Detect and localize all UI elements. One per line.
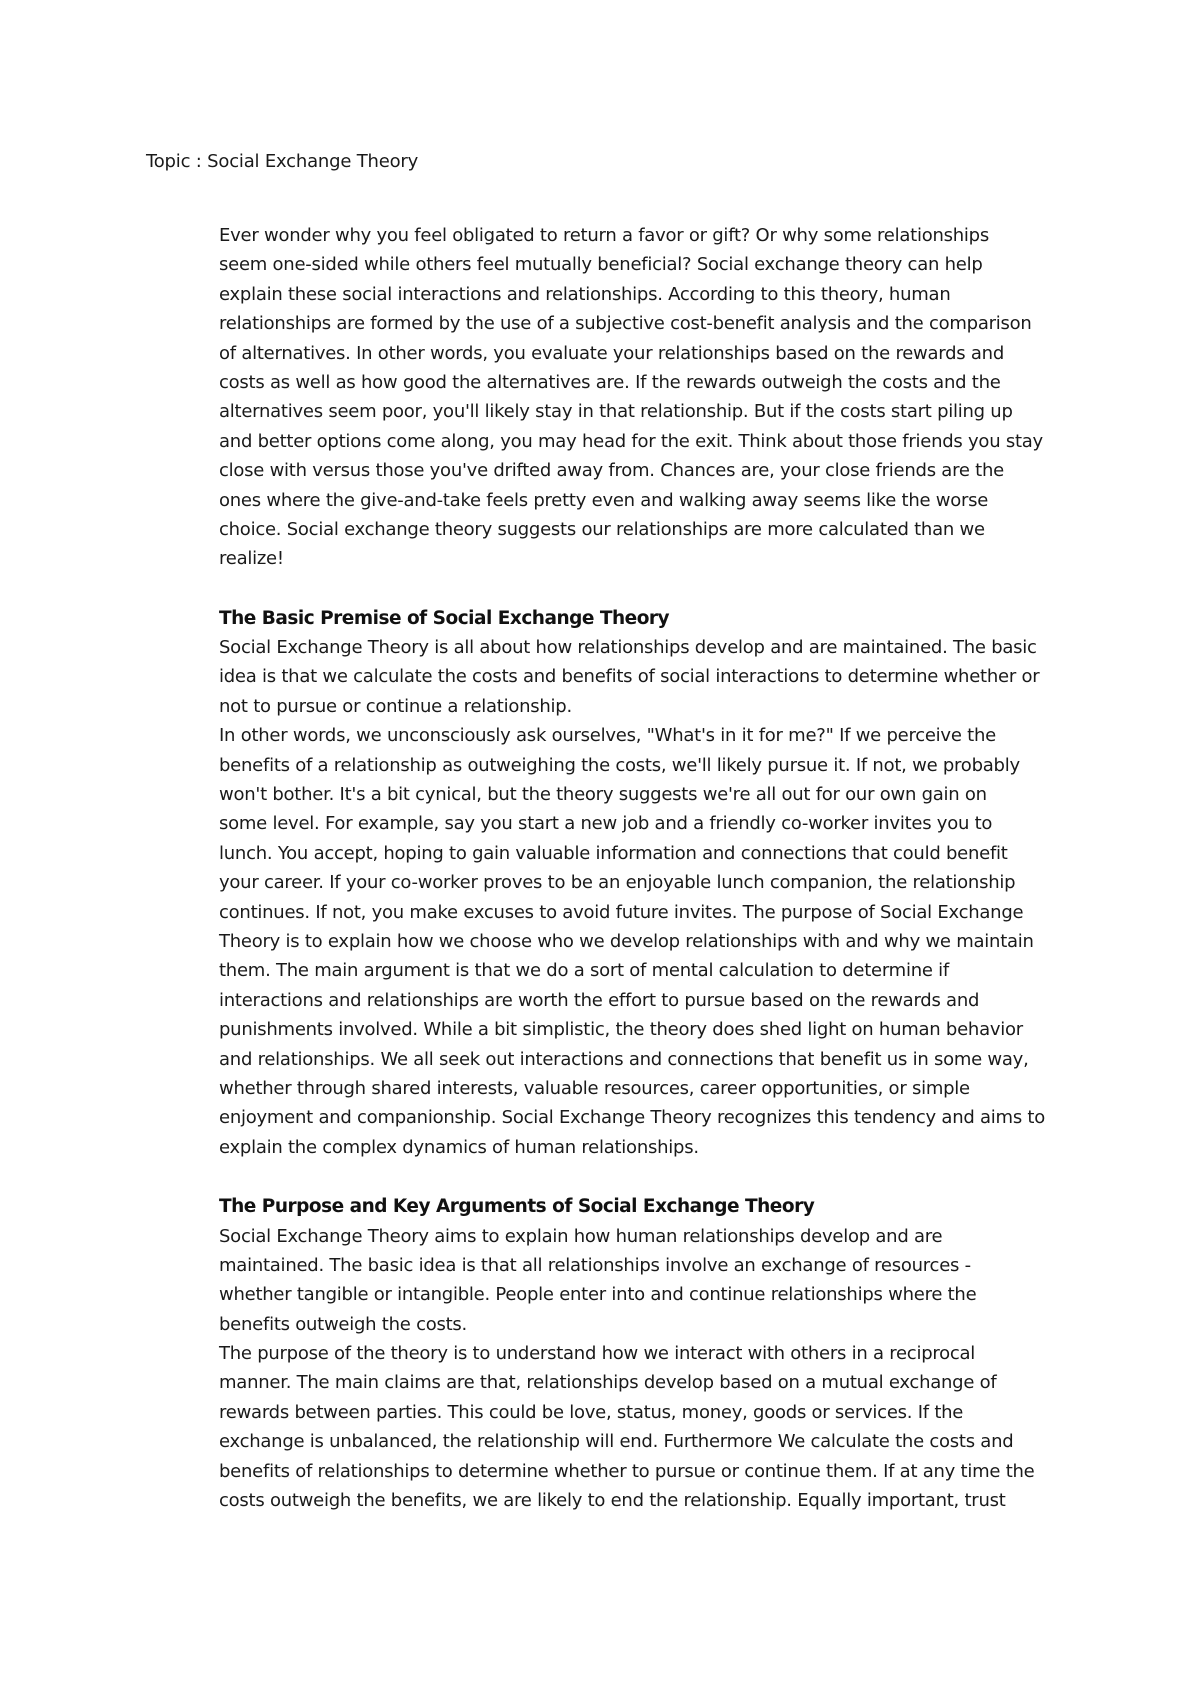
text-line: benefits outweigh the costs. xyxy=(219,1313,468,1335)
section-purpose-arguments-body xyxy=(219,1222,1089,1516)
text-line: and relationships. We all seek out interactions and connections that benefit us in some way, xyxy=(219,1048,1029,1070)
text-line: lunch. You accept, hoping to gain valuable information and connections that could benefit xyxy=(219,842,1008,864)
text-line: of alternatives. In other words, you evaluate your relationships based on the rewards and xyxy=(219,342,1004,364)
text-line: manner. The main claims are that, relationships develop based on a mutual exchange of xyxy=(219,1372,997,1394)
text-line: costs outweigh the benefits, we are likely to end the relationship. Equally important, trust xyxy=(219,1490,1006,1512)
text-line: realize! xyxy=(219,548,284,570)
text-line: your career. If your co-worker proves to be an enjoyable lunch companion, the relationship xyxy=(219,872,1016,894)
text-line: some level. For example, say you start a new job and a friendly co-worker invites you to xyxy=(219,813,993,835)
text-line: not to pursue or continue a relationship. xyxy=(219,695,572,717)
text-line: benefits of a relationship as outweighing the costs, we'll likely pursue it. If not, we probably xyxy=(219,754,1020,776)
text-line: whether through shared interests, valuable resources, career opportunities, or simple xyxy=(219,1077,970,1099)
text-line: seem one-sided while others feel mutually beneficial? Social exchange theory can help xyxy=(219,254,983,276)
text-line: interactions and relationships are worth the effort to pursue based on the rewards and xyxy=(219,989,980,1011)
text-line: rewards between parties. This could be love, status, money, goods or services. If the xyxy=(219,1401,964,1423)
paragraph-gap xyxy=(219,1162,1089,1192)
text-line: won't bother. It's a bit cynical, but the theory suggests we're all out for our own gain on xyxy=(219,784,987,806)
text-line: ones where the give-and-take feels pretty even and walking away seems like the worse xyxy=(219,489,989,511)
text-line: Theory is to explain how we choose who we develop relationships with and why we maintain xyxy=(219,930,1034,952)
text-line: maintained. The basic idea is that all relationships involve an exchange of resources - xyxy=(219,1254,971,1276)
text-line: punishments involved. While a bit simplistic, the theory does shed light on human behavior xyxy=(219,1019,1023,1041)
text-line: choice. Social exchange theory suggests our relationships are more calculated than we xyxy=(219,518,985,540)
text-line: idea is that we calculate the costs and benefits of social interactions to determine whether or xyxy=(219,666,1040,688)
text-line: close with versus those you've drifted away from. Chances are, your close friends are the xyxy=(219,460,1004,482)
text-line: whether tangible or intangible. People enter into and continue relationships where the xyxy=(219,1284,977,1306)
section-heading-basic-premise: The Basic Premise of Social Exchange Theory xyxy=(219,607,670,629)
document-body xyxy=(219,221,1089,1515)
text-line: and better options come along, you may head for the exit. Think about those friends you stay xyxy=(219,430,1043,452)
intro-paragraph xyxy=(219,221,1089,574)
text-line: explain the complex dynamics of human relationships. xyxy=(219,1136,699,1158)
text-line: enjoyment and companionship. Social Exchange Theory recognizes this tendency and aims to xyxy=(219,1107,1045,1129)
text-line: alternatives seem poor, you'll likely stay in that relationship. But if the costs start piling up xyxy=(219,401,1013,423)
topic-title: Topic : Social Exchange Theory xyxy=(146,151,419,172)
text-line: costs as well as how good the alternatives are. If the rewards outweigh the costs and the xyxy=(219,371,1001,393)
text-line: them. The main argument is that we do a sort of mental calculation to determine if xyxy=(219,960,949,982)
text-line: The purpose of the theory is to understand how we interact with others in a reciprocal xyxy=(219,1343,976,1365)
text-line: continues. If not, you make excuses to avoid future invites. The purpose of Social Exchange xyxy=(219,901,1024,923)
text-line: Ever wonder why you feel obligated to return a favor or gift? Or why some relationships xyxy=(219,225,989,246)
text-line: relationships are formed by the use of a subjective cost-benefit analysis and the comparison xyxy=(219,313,1032,335)
text-line: In other words, we unconsciously ask ourselves, "What's in it for me?" If we perceive the xyxy=(219,725,996,747)
text-line: exchange is unbalanced, the relationship will end. Furthermore We calculate the costs and xyxy=(219,1431,1014,1453)
text-line: explain these social interactions and relationships. According to this theory, human xyxy=(219,283,951,305)
text-line: Social Exchange Theory aims to explain how human relationships develop and are xyxy=(219,1225,943,1247)
section-heading-purpose-arguments: The Purpose and Key Arguments of Social Exchange Theory xyxy=(219,1196,815,1218)
paragraph-gap xyxy=(219,574,1089,604)
text-line: benefits of relationships to determine whether to pursue or continue them. If at any time the xyxy=(219,1460,1035,1482)
text-line: Social Exchange Theory is all about how relationships develop and are maintained. The basic xyxy=(219,637,1037,659)
section-basic-premise-body xyxy=(219,633,1089,1162)
